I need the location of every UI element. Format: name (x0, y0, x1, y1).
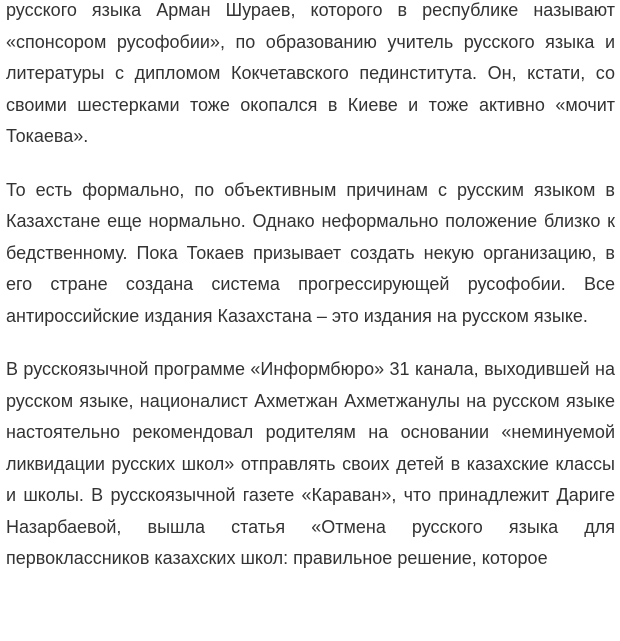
article-body (6, 0, 615, 575)
paragraph-2: То есть формально, по объективным причинам с русским языком в Казахстане еще нормально. Однако неформально положение близко к бедственному. Пока Токаев призывает создать некую организацию, в его стране создана система прогрессирующей русофобии. Все антироссийские издания Казахстана – это издания на русском языке. (6, 179, 615, 326)
paragraph-1: русского языка Арман Шураев, которого в республике называют «спонсором русофобии», по образованию учитель русского языка и литературы с дипломом Кокчетавского пединститута. Он, кстати, со своими шестерками тоже окопался в Киеве и тоже активно «мочит Токаева». (6, 0, 615, 146)
paragraph-3: В русскоязычной программе «Информбюро» 31 канала, выходившей на русском языке, националист Ахметжан Ахметжанулы на русском языке настоятельно рекомендовал родителям на основании «неминуемой ликвидации русских школ» отправлять своих детей в казахские классы и школы. В русскоязычной газете «Караван», что принадлежит Дариге Назарбаевой, вышла статья «Отмена русского языка для первоклассников казахских школ: правильное решение, которое (6, 359, 615, 568)
